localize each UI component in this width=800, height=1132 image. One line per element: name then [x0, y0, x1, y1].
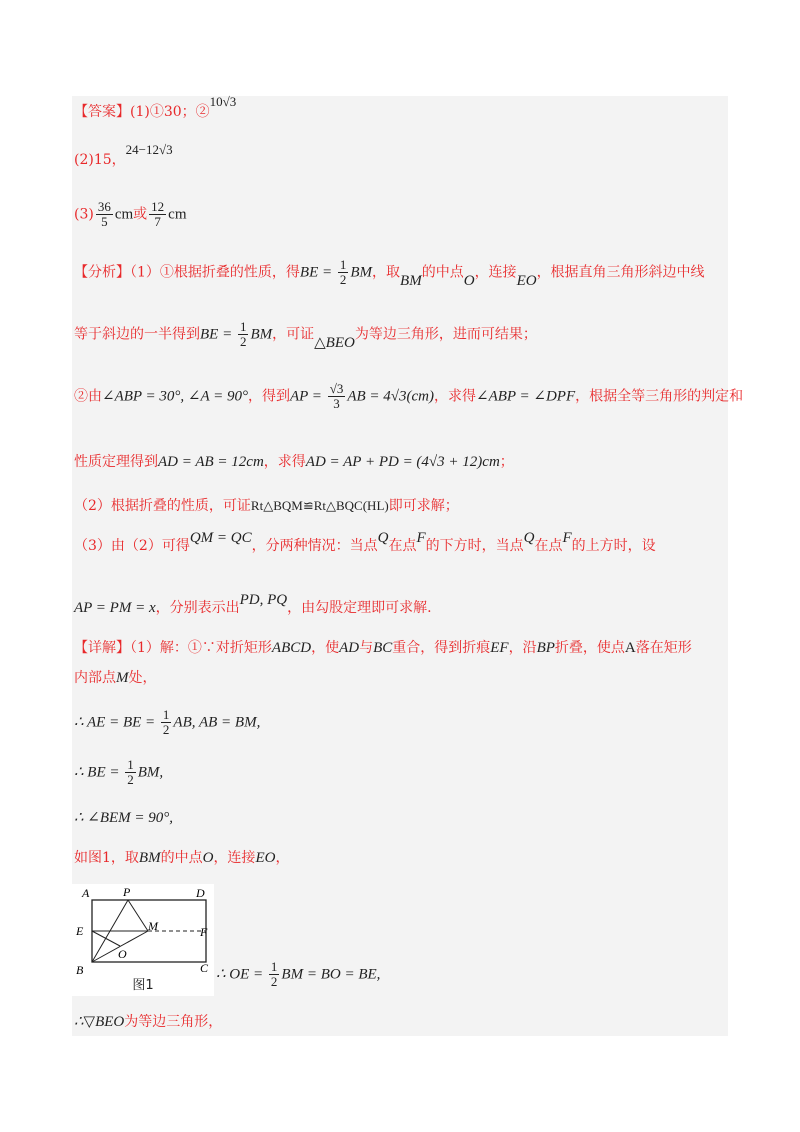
fraction-half [125, 758, 136, 787]
detail-line-1 [74, 638, 692, 658]
frac-den: 2 [127, 772, 134, 787]
frac-num: 1 [162, 707, 170, 722]
math: A [624, 640, 636, 656]
math: O [202, 850, 214, 866]
math: ∴ AE = BE = [74, 714, 159, 731]
math: △BEO [314, 334, 355, 351]
math: BP [536, 640, 555, 656]
math: O [463, 272, 475, 289]
math: BM [250, 326, 273, 343]
fraction-sqrt3-3 [328, 382, 346, 411]
point-a: A [82, 886, 90, 900]
frac-num: 1 [127, 757, 134, 772]
analysis-line-7 [74, 592, 432, 618]
text: 处， [128, 670, 157, 686]
point-c: C [200, 961, 209, 975]
frac-num: 36 [97, 199, 111, 214]
answer-line-3 [74, 200, 187, 229]
point-f: F [200, 925, 208, 939]
fraction-half [269, 960, 280, 989]
answer-p1-prefix: (1)①30；② [130, 104, 210, 120]
math: AD = AB = 12cm [158, 454, 264, 470]
math: EO [516, 272, 537, 289]
text: 与 [359, 640, 374, 656]
detail-line-7 [216, 960, 380, 989]
text: （3）由（2）可得 [74, 538, 190, 554]
point-p: P [123, 885, 131, 899]
frac-den: 2 [339, 272, 347, 287]
point-m: M [148, 919, 158, 933]
text: ，分别表示出 [155, 600, 240, 616]
frac-den: 2 [239, 334, 247, 349]
math: ∠ABP = ∠DPF [476, 388, 576, 405]
text: 在点 [388, 538, 417, 554]
frac-num: 12 [151, 199, 165, 214]
text: （1）①根据折叠的性质，得 [130, 264, 300, 281]
math: BM, [137, 764, 164, 781]
answer-or: 或 [133, 206, 148, 223]
text: 性质定理得到 [74, 454, 158, 470]
text: ，根据直角三角形斜边中线 [536, 264, 705, 281]
figure-1 [72, 884, 214, 996]
text: 为等边三角形， [124, 1014, 223, 1030]
text: 内部点 [74, 670, 116, 686]
answer-tag: 【答案】 [74, 104, 130, 120]
detail-line-8 [74, 1012, 222, 1032]
fraction-36-5 [96, 200, 113, 229]
math: BE = [200, 326, 236, 343]
fraction-half [338, 258, 349, 287]
text: ，可证 [272, 326, 315, 343]
math: ∴ BE = [74, 764, 124, 781]
point-e: E [76, 924, 84, 938]
analysis-line-4 [74, 452, 514, 472]
answer-line-1 [74, 94, 237, 122]
math: BM = BO = BE, [281, 966, 381, 983]
unit-cm: cm [114, 206, 134, 223]
text: ，求得 [263, 454, 306, 470]
frac-num: 1 [270, 959, 278, 974]
math: Rt△BQM≌Rt△BQC(HL) [250, 498, 389, 513]
math: BM [400, 272, 422, 289]
frac-num: 1 [339, 257, 347, 272]
figure-1-svg [72, 884, 214, 976]
math: AD [339, 640, 360, 656]
frac-den: 2 [270, 974, 278, 989]
answer-p2-math: 24−12√3 [125, 142, 173, 157]
math: Q [377, 530, 389, 546]
math: F [562, 530, 572, 546]
text: ， [275, 850, 290, 866]
text: ，根据全等三角形的判定和 [575, 388, 744, 405]
text: ，分两种情况：当点 [251, 538, 378, 554]
text: 落在矩形 [635, 640, 692, 656]
segment-pm [128, 900, 148, 931]
math: BC [373, 640, 393, 656]
text: ，使 [311, 640, 340, 656]
math: QM = QC [189, 530, 252, 546]
text: 重合，得到折痕 [392, 640, 491, 656]
text: （2）根据折叠的性质，可证 [74, 498, 251, 514]
text: 即可求解； [388, 498, 459, 514]
text: ，由勾股定理即可求解. [287, 600, 432, 616]
math: AP = PM = x [74, 600, 156, 616]
math: BM [138, 850, 161, 866]
text: ②由 [74, 388, 102, 405]
text: 的中点 [160, 850, 203, 866]
detail-line-2 [74, 668, 157, 688]
point-o: O [118, 947, 127, 961]
math: AD = AP + PD = (4√3 + 12)cm [305, 454, 500, 470]
math: BE = [299, 264, 336, 281]
text: ，求得 [434, 388, 476, 405]
figure-caption: 图1 [132, 978, 154, 993]
frac-den: 5 [101, 214, 108, 229]
frac-den: 7 [154, 214, 161, 229]
analysis-line-2 [74, 320, 537, 349]
analysis-line-3 [74, 382, 743, 411]
segment-eo [92, 931, 120, 946]
math: ∴ OE = [216, 966, 267, 983]
text: （1）解：①∵对折矩形 [130, 640, 272, 656]
analysis-line-5 [74, 496, 459, 516]
text: 的下方时，当点 [425, 538, 524, 554]
fraction-half [238, 320, 249, 349]
analysis-tag: 【分析】 [74, 264, 130, 281]
unit-cm: cm [168, 206, 187, 223]
fraction-12-7 [149, 200, 166, 229]
text: ，得到 [248, 388, 290, 405]
detail-line-4 [74, 758, 163, 787]
math: AB, AB = BM, [173, 714, 261, 731]
text: 等于斜边的一半得到 [74, 326, 200, 343]
text: ，连接 [213, 850, 256, 866]
detail-tag: 【详解】 [74, 640, 130, 656]
math: EO [255, 850, 276, 866]
math: F [416, 530, 426, 546]
text: 的中点 [421, 264, 464, 281]
text: ，取 [372, 264, 401, 281]
analysis-line-6 [74, 530, 656, 556]
answer-p3-prefix: (3) [74, 206, 94, 223]
frac-num: √3 [329, 381, 344, 396]
fraction-half [161, 708, 172, 737]
frac-num: 1 [239, 319, 247, 334]
text: ，沿 [508, 640, 537, 656]
math: Q [523, 530, 535, 546]
text: ； [499, 454, 514, 470]
point-d: D [196, 886, 205, 900]
frac-den: 2 [162, 722, 170, 737]
math: PD, PQ [239, 592, 288, 608]
text: 为等边三角形，进而可结果； [354, 326, 537, 343]
text: 的上方时，设 [571, 538, 656, 554]
frac-den: 3 [333, 396, 340, 411]
detail-line-5 [74, 808, 173, 828]
text: 在点 [534, 538, 563, 554]
analysis-line-1 [74, 258, 705, 287]
math: ABCD [271, 640, 312, 656]
detail-line-3 [74, 708, 260, 737]
text: 折叠，使点 [554, 640, 625, 656]
math: ∠ABP = 30°, ∠A = 90° [102, 388, 248, 405]
answer-p2-prefix: (2)15， [74, 152, 126, 168]
point-b: B [76, 963, 84, 976]
math: AP = [290, 388, 326, 405]
math: M [116, 670, 129, 686]
math: BM [350, 264, 373, 281]
math: EF [490, 640, 509, 656]
answer-line-2 [74, 142, 173, 170]
detail-line-6 [74, 848, 289, 868]
math: AB = 4√3(cm) [347, 388, 434, 405]
math: ∴ ∠BEM = 90°, [74, 810, 174, 826]
answer-p1-math: 10√3 [209, 94, 237, 109]
text: ，连接 [474, 264, 517, 281]
text: 如图1，取 [74, 850, 139, 866]
math: ∴▽BEO [74, 1014, 125, 1030]
